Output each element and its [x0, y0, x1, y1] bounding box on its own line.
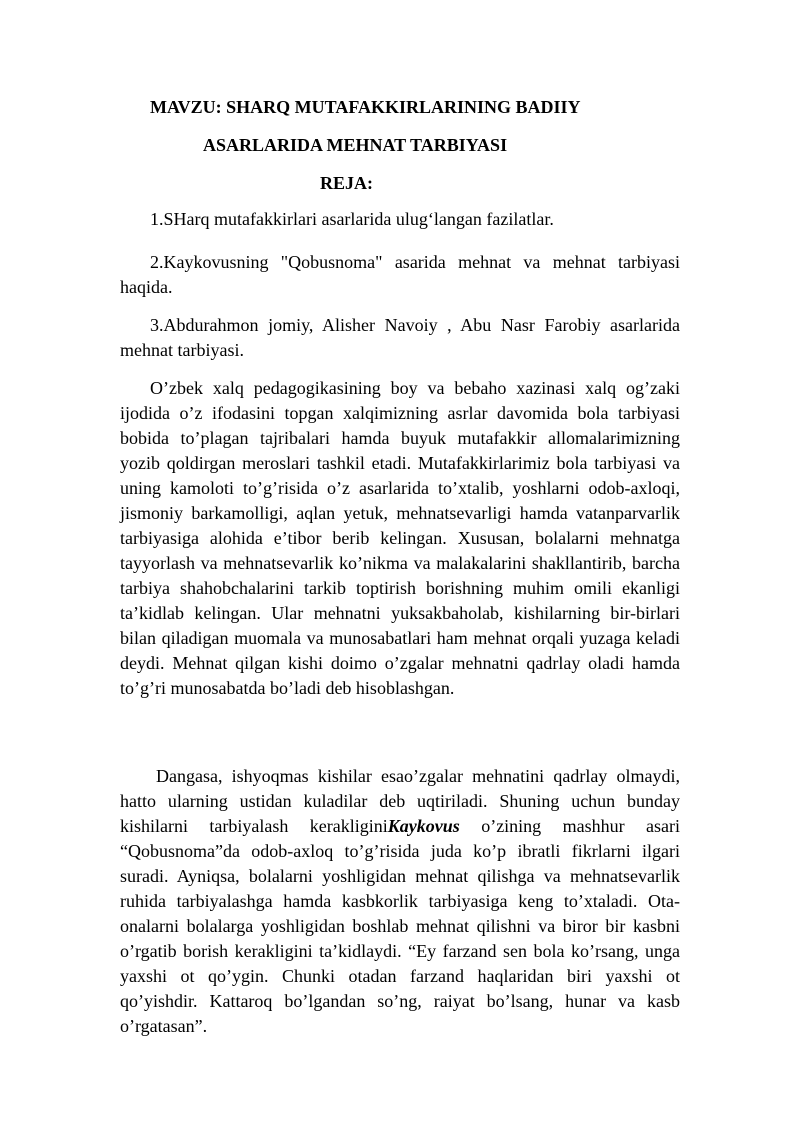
body-paragraph-2: [120, 764, 680, 1039]
paragraph-2-text-end: o’zining mashhur asari “Qobusnoma”da odob-axloq to’g’risida juda ko’p ibratli fikrlarni ilgari suradi. Ayniqsa, bolalarni yoshligidan mehnat qilishga va mehnatsevarlik ruhida tarbiyalashga hamda kasbkorlik tarbiyasiga keng to’xtaladi. Ota-onalarni bolalarga yoshligidan boshlab mehnat qilishni va biror bir kasbni o’rgatib borish kerakligini ta’kidlaydi. “Ey farzand sen bola ko’rsang, unga yaxshi ot qo’ygin. Chunki otadan farzand haqlaridan biri yaxshi ot qo’yishdir. Kattaroq bo’lgandan so’ng, raiyat bo’lsang, hunar va kasb o’rgatasan”.: [120, 816, 680, 1036]
plan-item-3: 3.Abdurahmon jomiy, Alisher Navoiy , Abu Nasr Farobiy asarlarida mehnat tarbiyasi.: [120, 315, 680, 360]
plan-item-1: 1.SHarq mutafakkirlari asarlarida ulug‘langan fazilatlar.: [150, 209, 554, 229]
author-name-emphasis: Kaykovus: [387, 816, 460, 836]
title-line-2: ASARLARIDA MEHNAT TARBIYASI: [203, 135, 508, 155]
plan-item-2: 2.Kaykovusning "Qobusnoma" asarida mehnat va mehnat tarbiyasi haqida.: [120, 252, 680, 297]
body-paragraph-1: O’zbek xalq pedagogikasining boy va bebaho xazinasi xalq og’zaki ijodida o’z ifodasini topgan xalqimizning asrlar davomida bola tarbiyasi bobida to’plagan tajribalari hamda buyuk mutafakkir allomalarimizning yozib qoldirgan meroslari tashkil etadi. Mutafakkirlarimiz bola tarbiyasi va uning kamoloti to’g’risida o’z asarlarida to’xtalib, yoshlarni odob-axloqi, jismoniy barkamolligi, aqlan yetuk, mehnatsevarligi hamda vatanparvarlik tarbiyasiga alohida e’tibor berib kelingan. Xususan, bolalarni mehnatga tayyorlash va mehnatsevarlik ko’nikma va malakalarini shakllantirib, barcha tarbiya shahobchalarini tarkib toptirish borishning muhim omili ekanligi ta’kidlab kelingan. Ular mehnatni yuksakbaholab, kishilarning bir-birlari bilan qiladigan muomala va munosabatlari ham mehnat orqali yuzaga keladi deydi. Mehnat qilgan kishi doimo o’zgalar mehnatni qadrlay oladi hamda to’g’ri munosabatda bo’ladi deb hisoblashgan.: [120, 378, 680, 698]
paragraph-2-text-start: Dangasa, ishyoqmas kishilar esao’zgalar mehnatini qadrlay olmaydi, hatto ularning ustidan kuladilar deb uqtiriladi. Shuning uchun bunday kishilarni tarbiyalash kerakligini: [120, 766, 680, 836]
title-line-1: MAVZU: SHARQ MUTAFAKKIRLARINING BADIIY: [150, 97, 581, 117]
plan-heading: REJA:: [320, 173, 373, 193]
